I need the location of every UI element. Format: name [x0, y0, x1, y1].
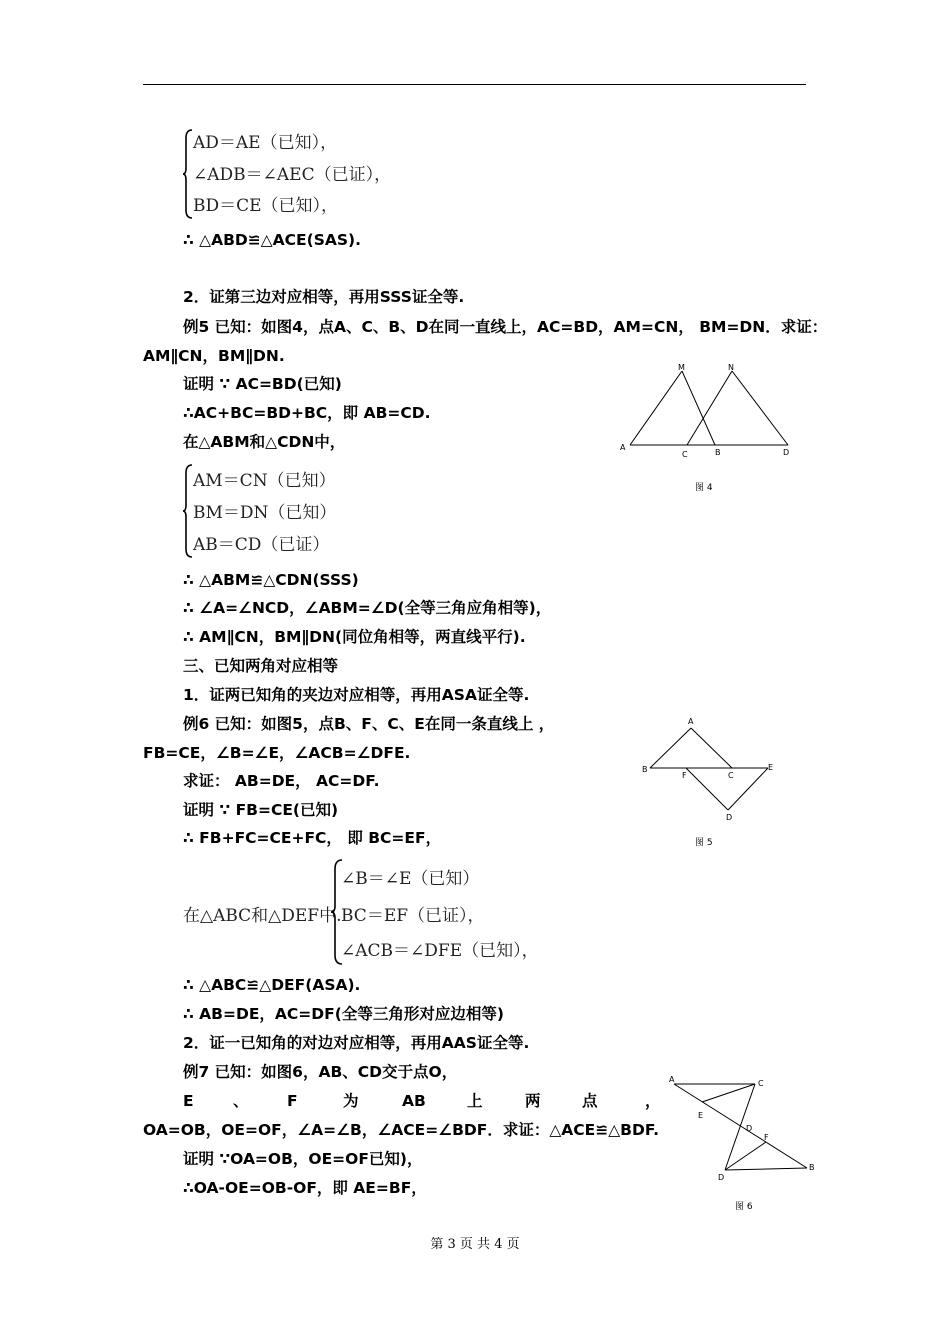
text-line: OA=OB，OE=OF，∠A=∠B，∠ACE=∠BDF．求证：△ACE≌△BDF.: [143, 1121, 660, 1139]
text-line: 2．证一已知角的对边对应相等，再用AAS证全等.: [183, 1034, 530, 1052]
text-line: 求证： AB=DE， AC=DF.: [183, 772, 380, 790]
equation-row: BD＝CE（已知），: [193, 196, 339, 216]
text-line: ∴OA-OE=OB-OF，即 AE=BF，: [183, 1179, 427, 1197]
text-line: ∴ △ABD≌△ACE(SAS).: [183, 231, 362, 249]
point-label: F: [764, 1133, 769, 1142]
text-line: 例7 已知：如图6，AB、CD交于点O，: [183, 1063, 458, 1081]
figure-4-diagram: [615, 360, 805, 470]
figure-caption: 图 5: [695, 838, 713, 848]
equation-prefix: 在△ABC和△DEF中.: [183, 906, 342, 926]
point-label: C: [728, 771, 734, 780]
header-rule: [143, 84, 806, 85]
figure-6-diagram: [662, 1072, 822, 1187]
point-label: A: [688, 717, 694, 726]
point-label: A: [669, 1075, 675, 1084]
equation-row: BM＝DN（已知）: [193, 503, 337, 523]
point-label: A: [620, 443, 626, 452]
text-line: 点: [582, 1092, 598, 1110]
figure-caption: 图 6: [735, 1202, 753, 1212]
text-line: 例5 已知：如图4，点A、C、B、D在同一直线上，AC=BD，AM=CN， BM=DN．求证：: [183, 318, 828, 336]
left-brace-icon: [183, 463, 193, 559]
point-label: D: [718, 1173, 725, 1182]
point-label: D: [746, 1124, 753, 1133]
text-line: ∴ △ABM≌△CDN(SSS): [183, 571, 359, 589]
point-label: B: [642, 765, 648, 774]
text-line: 1．证两已知角的夹边对应相等，再用ASA证全等.: [183, 686, 530, 704]
text-line: E: [183, 1092, 194, 1110]
text-line: FB=CE，∠B=∠E，∠ACB=∠DFE.: [143, 744, 411, 762]
point-label: E: [768, 763, 774, 772]
point-label: E: [698, 1111, 704, 1120]
figure-caption: 图 4: [695, 483, 713, 493]
point-label: F: [682, 771, 687, 780]
equation-row: AM＝CN（已知）: [193, 471, 336, 491]
text-line: 三、已知两角对应相等: [183, 657, 339, 675]
equation-row: AB＝CD（已证）: [193, 535, 330, 555]
text-line: 证明 ∵OA=OB，OE=OF已知)，: [183, 1150, 423, 1168]
figure-5: [640, 712, 780, 847]
equation-row: ∠B＝∠E（已知）: [341, 869, 480, 889]
left-brace-icon: [183, 128, 193, 220]
text-line: AB: [402, 1092, 426, 1110]
text-line: 在△ABM和△CDN中，: [183, 433, 346, 451]
point-label: N: [728, 363, 734, 372]
equation-system-1: [183, 128, 443, 220]
figure-5-diagram: [640, 712, 780, 824]
point-label: C: [758, 1079, 764, 1088]
equation-row: BC＝EF（已证），: [341, 906, 485, 926]
text-line: 证明 ∵ FB=CE(已知): [183, 801, 339, 819]
text-line: ∴ AM∥CN，BM∥DN(同位角相等，两直线平行).: [183, 628, 526, 646]
text-line: AM∥CN，BM∥DN.: [143, 347, 285, 365]
text-line: 证明 ∵ AC=BD(已知): [183, 375, 342, 393]
figure-6: [662, 1072, 822, 1217]
equation-row: ∠ADB＝∠AEC（已证），: [193, 165, 392, 185]
equation-row: AD＝AE（已知），: [193, 133, 338, 153]
point-label: B: [715, 448, 721, 457]
text-line: ∴ △ABC≌△DEF(ASA).: [183, 976, 361, 994]
text-line: ，: [645, 1092, 661, 1110]
text-line: ∴AC+BC=BD+BC，即 AB=CD.: [183, 404, 431, 422]
equation-system-3: [183, 858, 543, 968]
figure-4: [615, 360, 805, 495]
text-line: 两: [525, 1092, 541, 1110]
text-line: 为: [343, 1092, 359, 1110]
text-line: 、: [233, 1092, 249, 1110]
text-line: 2．证第三边对应相等，再用SSS证全等.: [183, 288, 465, 306]
point-label: D: [726, 813, 733, 822]
text-line: ∴ FB+FC=CE+FC， 即 BC=EF，: [183, 829, 442, 847]
text-line: ∴ AB=DE，AC=DF(全等三角形对应边相等): [183, 1005, 504, 1023]
text-line: ∴ ∠A=∠NCD，∠ABM=∠D(全等三角应角相等)，: [183, 599, 552, 617]
text-line: 例6 已知：如图5，点B、F、C、E在同一条直线上 ，: [183, 715, 555, 733]
text-line: F: [287, 1092, 298, 1110]
point-label: C: [682, 450, 688, 459]
equation-row: ∠ACB＝∠DFE（已知），: [341, 941, 539, 961]
point-label: B: [809, 1163, 815, 1172]
text-line: 上: [467, 1092, 483, 1110]
point-label: M: [678, 363, 685, 372]
equation-system-2: [183, 463, 383, 559]
point-label: D: [783, 448, 790, 457]
page-footer: 第 3 页 共 4 页: [430, 1237, 520, 1252]
